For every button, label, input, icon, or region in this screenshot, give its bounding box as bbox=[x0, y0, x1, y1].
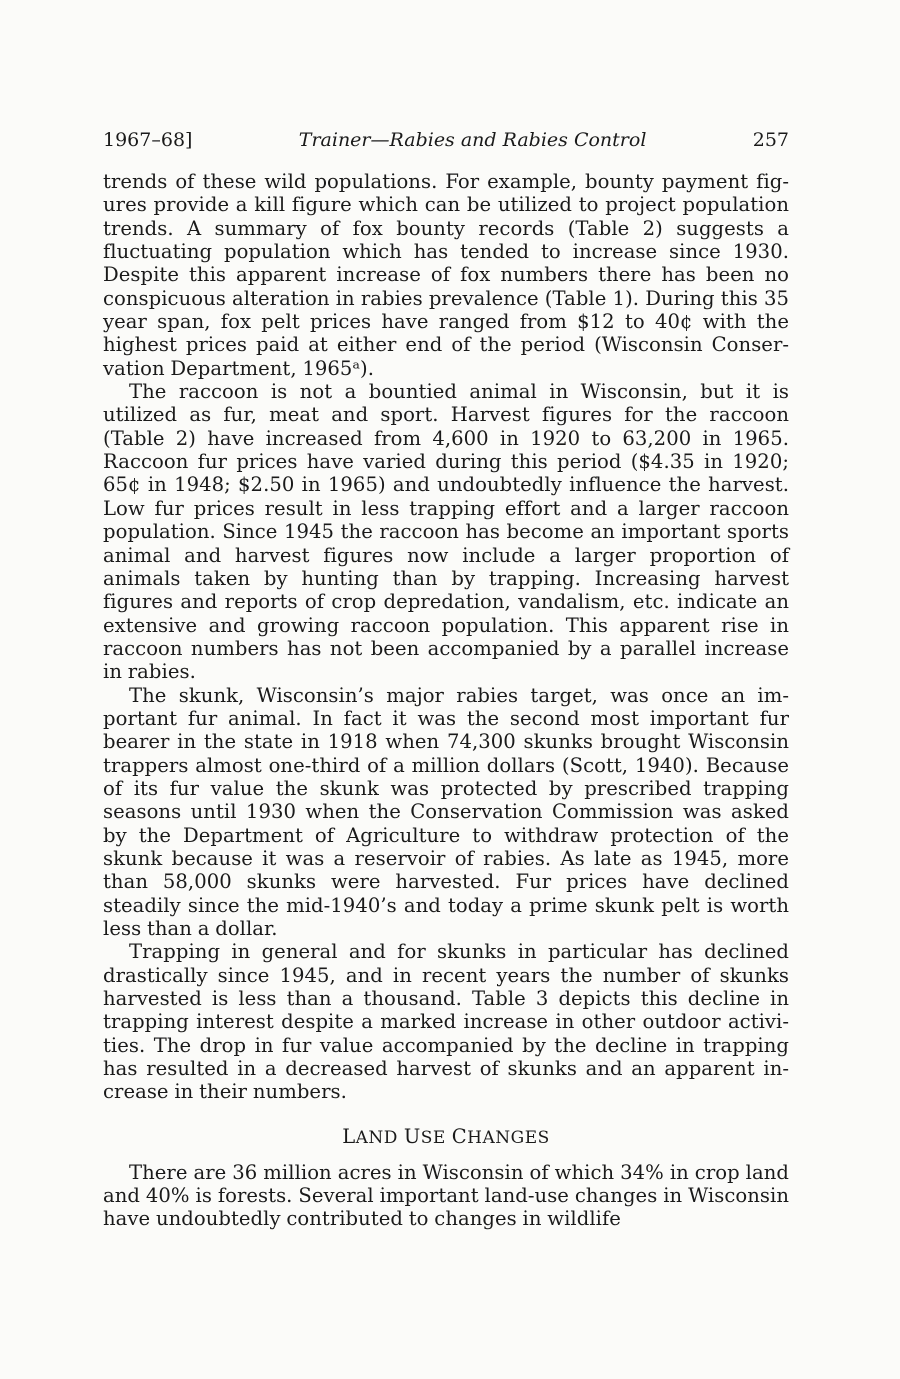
section-heading-land-use: LAND USE CHANGES bbox=[342, 1124, 550, 1148]
journal-page bbox=[103, 128, 789, 1231]
paragraph-raccoon: The raccoon is not a bountied animal in Wisconsin, but it is utilized as fur, meat and sport. Harvest figures for the raccoon (Table 2) have increased from 4,600 in 1920 to 63,200 in 1965. Raccoon fur prices have varied during this period ($4.35 in 1920; 65¢ in 1948; $2.50 in 1965) and undoubtedly influence the harvest. Low fur prices result in less trapping effort and a larger raccoon population. Since 1945 the raccoon has become an important sports animal and harvest figures now include a larger proportion of animals taken by hunting than by trapping. Increasing harvest figures and reports of crop depredation, vandalism, etc. indicate an extensive and growing raccoon population. This apparent rise in raccoon numbers has not been accompanied by a parallel increase in rabies. bbox=[103, 380, 789, 684]
paragraph-fox-trends: trends of these wild populations. For example, bounty payment figures provide a kill figure which can be utilized to project population trends. A summary of fox bounty records (Table 2) suggests a fluctuating population which has tended to increase since 1930. Despite this apparent increase of fox numbers there has been no conspicuous alteration in rabies prevalence (Table 1). During this 35 year span, fox pelt prices have ranged from $12 to 40¢ with the highest prices paid at either end of the period (Wisconsin Conservation Department, 1965ᵃ). bbox=[103, 170, 789, 380]
running-head bbox=[103, 128, 789, 152]
paragraph-trapping-decline: Trapping in general and for skunks in particular has declined drastically since 1945, and in recent years the number of skunks harvested is less than a thousand. Table 3 depicts this decline in trapping interest despite a marked increase in other outdoor activities. The drop in fur value accompanied by the decline in trapping has resulted in a decreased harvest of skunks and an apparent increase in their numbers. bbox=[103, 940, 789, 1104]
paragraph-land-use: There are 36 million acres in Wisconsin of which 34% in crop land and 40% is forests. Several important land-use changes in Wisconsin have undoubtedly contributed to changes in wildlife bbox=[103, 1160, 789, 1231]
running-title: Trainer—Rabies and Rabies Control bbox=[298, 129, 647, 151]
volume-years: 1967–68] bbox=[103, 129, 193, 151]
article-body bbox=[103, 170, 789, 1231]
page-number: 257 bbox=[752, 129, 789, 151]
paragraph-skunk: The skunk, Wisconsin’s major rabies target, was once an important fur animal. In fact it was the second most important fur bearer in the state in 1918 when 74,300 skunks brought Wisconsin trappers almost one-third of a million dollars (Scott, 1940). Because of its fur value the skunk was protected by prescribed trapping seasons until 1930 when the Conservation Commission was asked by the Department of Agriculture to withdraw protection of the skunk because it was a reservoir of rabies. As late as 1945, more than 58,000 skunks were harvested. Fur prices have declined steadily since the mid-1940’s and today a prime skunk pelt is worth less than a dollar. bbox=[103, 683, 789, 940]
